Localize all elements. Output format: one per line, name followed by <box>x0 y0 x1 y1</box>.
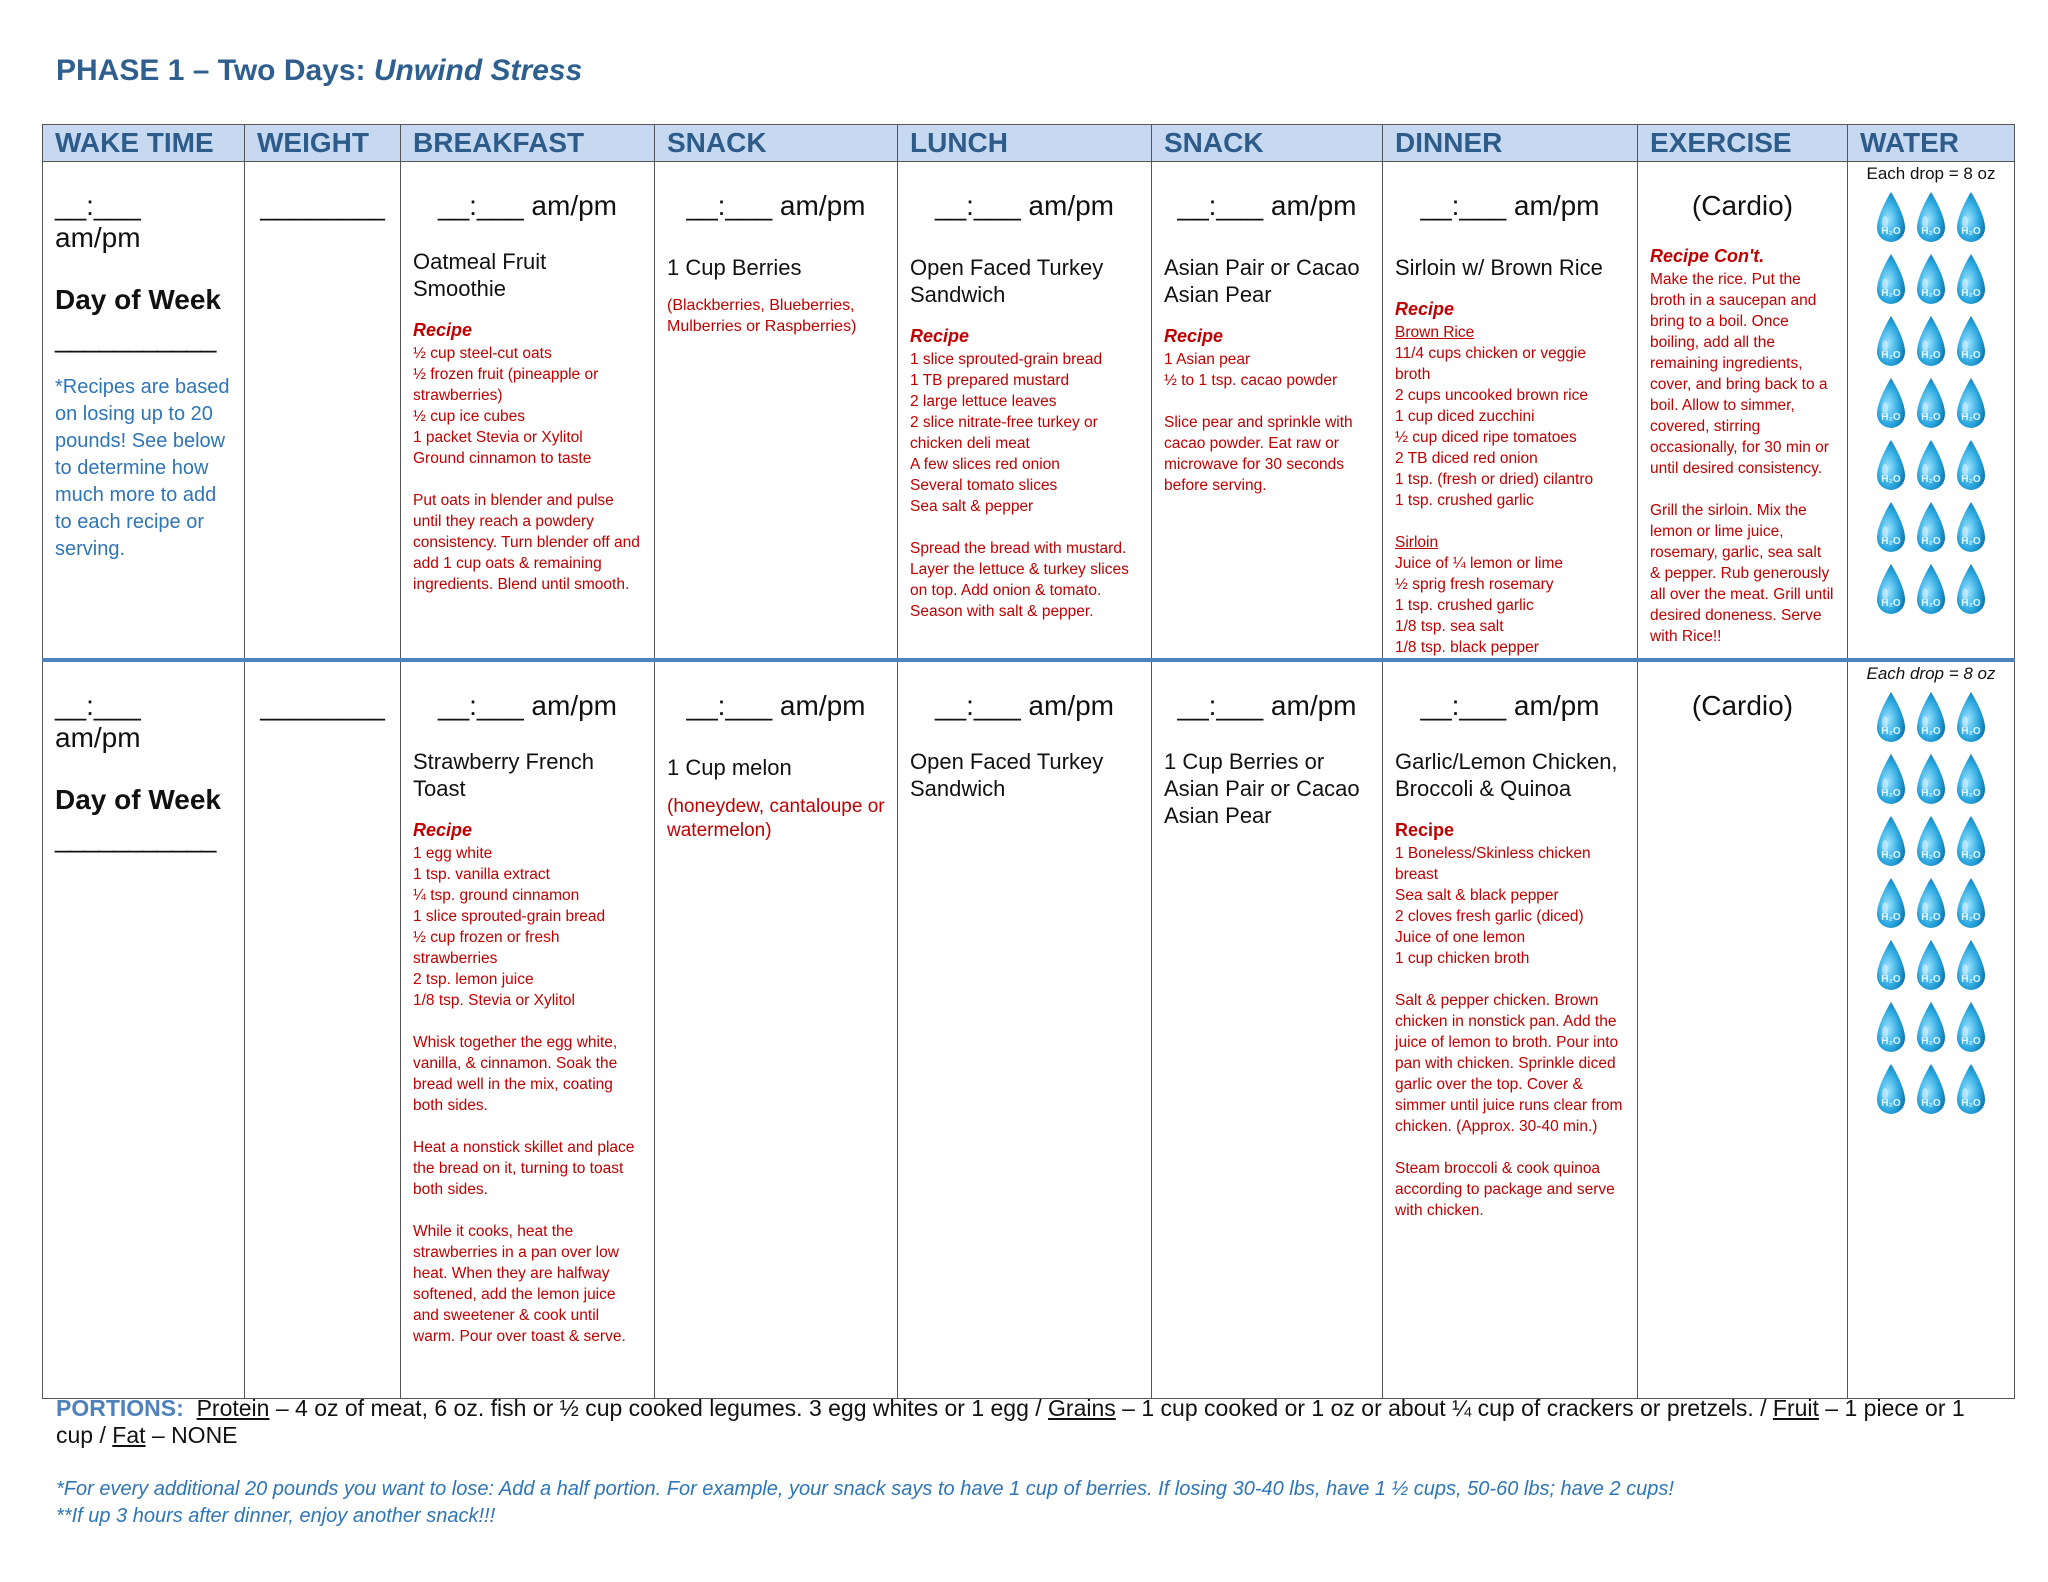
water-drop-icon[interactable] <box>1914 252 1948 310</box>
header-weight: WEIGHT <box>245 125 401 162</box>
header-dinner: DINNER <box>1383 125 1638 162</box>
ingredient-list: ½ cup steel-cut oats ½ frozen fruit (pineapple or strawberries) ½ cup ice cubes 1 packet Stevia or Xylitol Ground cinnamon to taste Put oats in blender and pulse until they reach a powdery consistency. Turn blender off and add 1 cup oats & remaining ingredients. Blend until smooth. <box>413 343 642 595</box>
svg-text:H₂O: H₂O <box>1921 288 1941 299</box>
day2-lunch-cell <box>898 660 1152 1399</box>
meal-name: 1 Cup Berries <box>667 255 802 280</box>
water-drop-icon[interactable] <box>1914 314 1948 372</box>
water-drop-icon[interactable] <box>1874 376 1908 434</box>
page-title: PHASE 1 – Two Days: Unwind Stress <box>56 54 583 87</box>
meal-name: 1 Cup Berries or Asian Pair or Cacao Asian Pear <box>1164 749 1360 828</box>
day-of-week-field[interactable]: ___________ <box>55 822 216 853</box>
snack1-time-field[interactable]: __:___ am/pm <box>686 690 866 721</box>
wake-time-field[interactable]: __:___ am/pm <box>55 190 141 253</box>
water-drop-icon[interactable] <box>1954 938 1988 996</box>
svg-text:H₂O: H₂O <box>1881 536 1901 547</box>
meal-subtitle: (honeydew, cantaloupe or watermelon) <box>667 796 885 841</box>
svg-text:H₂O: H₂O <box>1921 1098 1941 1109</box>
header-wake-time: WAKE TIME <box>43 125 245 162</box>
day2-dinner-cell <box>1383 660 1638 1399</box>
recipe-label: Recipe <box>413 320 473 340</box>
portions-note: PORTIONS: Protein – 4 oz of meat, 6 oz. fish or ½ cup cooked legumes. 3 egg whites or 1 egg / Grains – 1 cup cooked or 1 oz or about ¼ cup of crackers or pretzels. / Fruit – 1 piece or 1 cup / Fat – NONE <box>56 1395 1965 1448</box>
meal-name: Oatmeal Fruit Smoothie <box>413 249 547 301</box>
header-lunch: LUNCH <box>898 125 1152 162</box>
water-drop-icon[interactable] <box>1874 938 1908 996</box>
directions: Slice pear and sprinkle with cacao powder. Eat raw or microwave for 30 seconds before serving. <box>1164 414 1353 494</box>
snack1-time-field[interactable]: __:___ am/pm <box>686 190 866 221</box>
lunch-time-field[interactable]: __:___ am/pm <box>935 690 1114 721</box>
water-drop-icon[interactable] <box>1874 438 1908 496</box>
recipe-cont-label: Recipe Con't. <box>1650 246 1765 266</box>
svg-text:H₂O: H₂O <box>1881 974 1901 985</box>
water-drop-icon[interactable] <box>1954 690 1988 748</box>
water-drop-icon[interactable] <box>1954 252 1988 310</box>
meal-name: Asian Pair or Cacao Asian Pear <box>1164 255 1360 307</box>
wake-time-field[interactable]: __:___ am/pm <box>55 690 141 753</box>
day1-dinner-cell <box>1383 162 1638 661</box>
svg-text:H₂O: H₂O <box>1921 726 1941 737</box>
day2-breakfast-cell <box>401 660 655 1399</box>
svg-text:H₂O: H₂O <box>1881 288 1901 299</box>
svg-text:H₂O: H₂O <box>1961 226 1981 237</box>
svg-text:H₂O: H₂O <box>1961 788 1981 799</box>
header-row <box>43 125 2015 162</box>
water-drop-icon[interactable] <box>1954 500 1988 558</box>
svg-text:H₂O: H₂O <box>1961 412 1981 423</box>
header-water: WATER <box>1848 125 2015 162</box>
svg-text:H₂O: H₂O <box>1881 598 1901 609</box>
day2-wake-cell <box>43 660 245 1399</box>
water-drop-icon[interactable] <box>1954 376 1988 434</box>
water-drop-icon[interactable] <box>1914 438 1948 496</box>
water-drop-icon[interactable] <box>1954 190 1988 248</box>
svg-text:H₂O: H₂O <box>1921 474 1941 485</box>
water-drop-icon[interactable] <box>1874 314 1908 372</box>
portions-protein-label: Protein <box>196 1395 270 1421</box>
day1-snack1-cell <box>655 162 898 661</box>
water-drop-icon[interactable] <box>1954 562 1988 620</box>
drop-note: Each drop = 8 oz <box>1866 664 1996 683</box>
day2-snack1-cell <box>655 660 898 1399</box>
ingredient-list: 1 Boneless/Skinless chicken breast Sea salt & black pepper 2 cloves fresh garlic (diced) Juice of one lemon 1 cup chicken broth Salt & pepper chicken. Brown chicken in nonstick pan. Add the juice of lemon to broth. Pour into pan with chicken. Sprinkle diced garlic over the top. Cover & simmer until juice runs clear from chicken. (Approx. 30-40 min.) Steam broccoli & cook quinoa according to package and serve with chicken. <box>1395 845 1623 1219</box>
directions: Spread the bread with mustard. Layer the lettuce & turkey slices on top. Add onion & tomato. Season with salt & pepper. <box>910 540 1129 620</box>
recipe-label: Recipe <box>1395 299 1455 319</box>
water-drop-icon[interactable] <box>1914 814 1948 872</box>
svg-text:H₂O: H₂O <box>1921 598 1941 609</box>
water-drop-icon[interactable] <box>1914 500 1948 558</box>
water-drop-icon[interactable] <box>1914 1062 1948 1120</box>
water-drop-icon[interactable] <box>1874 252 1908 310</box>
header-exercise: EXERCISE <box>1638 125 1848 162</box>
svg-text:H₂O: H₂O <box>1881 726 1901 737</box>
water-drop-icon[interactable] <box>1914 1000 1948 1058</box>
day-of-week-field[interactable]: ___________ <box>55 322 216 353</box>
svg-text:H₂O: H₂O <box>1961 912 1981 923</box>
svg-text:H₂O: H₂O <box>1881 850 1901 861</box>
day-of-week-label: Day of Week <box>55 284 221 315</box>
day1-lunch-cell <box>898 162 1152 661</box>
ingredient-list: 1 slice sprouted-grain bread 1 TB prepared mustard 2 large lettuce leaves 2 slice nitrate-free turkey or chicken deli meat A few slices red onion Several tomato slices Sea salt & pepper Spread the bread with mustard. Layer the lettuce & turkey slices on top. Add onion & tomato. Season with salt & pepper. <box>910 349 1139 622</box>
day2-weight-cell <box>245 660 401 1399</box>
header-snack-1: SNACK <box>655 125 898 162</box>
weight-field[interactable]: ________ <box>260 690 385 721</box>
svg-text:H₂O: H₂O <box>1881 788 1901 799</box>
weight-field[interactable]: ________ <box>260 190 385 221</box>
svg-text:H₂O: H₂O <box>1881 350 1901 361</box>
recipes-note: *Recipes are based on losing up to 20 pounds! See below to determine how much more to add to each recipe or serving. <box>55 376 230 560</box>
water-drop-icon[interactable] <box>1954 814 1988 872</box>
day1-breakfast-cell <box>401 162 655 661</box>
svg-text:H₂O: H₂O <box>1881 412 1901 423</box>
header-snack-2: SNACK <box>1152 125 1383 162</box>
lunch-time-field[interactable]: __:___ am/pm <box>935 190 1114 221</box>
footnote-late-snack: **If up 3 hours after dinner, enjoy another snack!!! <box>56 1505 496 1527</box>
dinner-time-field[interactable]: __:___ am/pm <box>1420 190 1600 221</box>
water-drop-icon[interactable] <box>1954 752 1988 810</box>
water-drop-icon[interactable] <box>1914 752 1948 810</box>
water-drop-icon[interactable] <box>1874 500 1908 558</box>
day1-exercise-cell <box>1638 162 1848 661</box>
meal-name: Sirloin w/ Brown Rice <box>1395 255 1603 280</box>
day2-snack2-cell <box>1152 660 1383 1399</box>
meal-plan-table <box>42 124 2015 1399</box>
meal-subtitle: (Blackberries, Blueberries, Mulberries or Raspberries) <box>667 297 857 335</box>
svg-text:H₂O: H₂O <box>1881 1098 1901 1109</box>
svg-text:H₂O: H₂O <box>1921 912 1941 923</box>
day1-weight-cell <box>245 162 401 661</box>
svg-text:H₂O: H₂O <box>1961 726 1981 737</box>
ingredient-list: Brown Rice 11/4 cups chicken or veggie broth 2 cups uncooked brown rice 1 cup diced zucchini ½ cup diced ripe tomatoes 2 TB diced red onion 1 tsp. (fresh or dried) cilantro 1 tsp. crushed garlic Sirloin Juice of ¼ lemon or lime ½ sprig fresh rosemary 1 tsp. crushed garlic 1/8 tsp. sea salt 1/8 tsp. black pepper <box>1395 324 1594 656</box>
dinner-time-field[interactable]: __:___ am/pm <box>1420 690 1600 721</box>
drop-note: Each drop = 8 oz <box>1866 164 1996 183</box>
recipe-label: Recipe <box>910 326 970 346</box>
snack2-time-field[interactable]: __:___ am/pm <box>1177 690 1357 721</box>
svg-text:H₂O: H₂O <box>1961 1098 1981 1109</box>
svg-text:H₂O: H₂O <box>1921 226 1941 237</box>
water-drop-icon[interactable] <box>1874 1062 1908 1120</box>
svg-text:H₂O: H₂O <box>1961 598 1981 609</box>
water-drop-icon[interactable] <box>1954 438 1988 496</box>
water-drop-icon[interactable] <box>1874 814 1908 872</box>
recipe-label: Recipe <box>1164 326 1224 346</box>
svg-text:H₂O: H₂O <box>1921 850 1941 861</box>
water-drop-icon[interactable] <box>1914 938 1948 996</box>
day1-snack2-cell <box>1152 162 1383 661</box>
day2-water-cell <box>1848 660 2015 1399</box>
water-drop-icon[interactable] <box>1874 752 1908 810</box>
svg-text:H₂O: H₂O <box>1881 912 1901 923</box>
svg-text:H₂O: H₂O <box>1921 536 1941 547</box>
water-drop-icon[interactable] <box>1954 314 1988 372</box>
recipe-label: Recipe <box>413 820 473 840</box>
cardio-label: (Cardio) <box>1691 690 1794 721</box>
svg-text:H₂O: H₂O <box>1961 850 1981 861</box>
ingredient-list: 1 Asian pear ½ to 1 tsp. cacao powder Slice pear and sprinkle with cacao powder. Eat raw or microwave for 30 seconds before serving. <box>1164 349 1370 496</box>
water-drop-icon[interactable] <box>1954 1062 1988 1120</box>
day1-water-cell <box>1848 162 2015 661</box>
water-drops <box>1852 690 2010 1124</box>
svg-text:H₂O: H₂O <box>1921 974 1941 985</box>
water-drops <box>1852 190 2010 624</box>
water-drop-icon[interactable] <box>1914 690 1948 748</box>
ingredient-list: 1 egg white 1 tsp. vanilla extract ¼ tsp. ground cinnamon 1 slice sprouted-grain bread ½ cup frozen or fresh strawberries 2 tsp. lemon juice 1/8 tsp. Stevia or Xylitol Whisk together the egg white, vanilla, & cinnamon. Soak the bread well in the mix, coating both sides. Heat a nonstick skillet and place the bread on it, turning to toast both sides. While it cooks, heat the strawberries in a pan over low heat. When they are halfway softened, add the lemon juice and sweetener & cook until warm. Pour over toast & serve. <box>413 845 635 1345</box>
meal-name: Garlic/Lemon Chicken, Broccoli & Quinoa <box>1395 749 1618 801</box>
svg-text:H₂O: H₂O <box>1881 474 1901 485</box>
svg-text:H₂O: H₂O <box>1921 1036 1941 1047</box>
water-drop-icon[interactable] <box>1874 876 1908 934</box>
header-breakfast: BREAKFAST <box>401 125 655 162</box>
svg-text:H₂O: H₂O <box>1881 226 1901 237</box>
svg-text:H₂O: H₂O <box>1961 536 1981 547</box>
water-drop-icon[interactable] <box>1914 562 1948 620</box>
snack2-time-field[interactable]: __:___ am/pm <box>1177 190 1357 221</box>
water-drop-icon[interactable] <box>1914 190 1948 248</box>
breakfast-time-field[interactable]: __:___ am/pm <box>438 190 617 221</box>
svg-text:H₂O: H₂O <box>1921 788 1941 799</box>
footnote-additional-pounds: *For every additional 20 pounds you want to lose: Add a half portion. For example, your snack says to have 1 cup of berries. If losing 30-40 lbs, have 1 ½ cups, 50-60 lbs; have 2 cups! <box>56 1478 1674 1500</box>
portions-fat-label: Fat <box>112 1422 146 1448</box>
day-2-row <box>43 660 2015 1399</box>
portions-label: PORTIONS: <box>56 1395 184 1421</box>
water-drop-icon[interactable] <box>1954 1000 1988 1058</box>
recipe-cont-text: Make the rice. Put the broth in a saucepan and bring to a boil. Once boiling, add all the remaining ingredients, cover, and bring back to a boil. Allow to simmer, covered, stirring occasionally, for 30 min or until desired consistency. Grill the sirloin. Mix the lemon or lime juice, rosemary, garlic, sea salt & pepper. Rub generously all over the meat. Grill until desired doneness. Serve with Rice!! <box>1650 271 1834 645</box>
svg-text:H₂O: H₂O <box>1921 350 1941 361</box>
day1-wake-cell <box>43 162 245 661</box>
svg-text:H₂O: H₂O <box>1961 474 1981 485</box>
portions-fruit-label: Fruit <box>1772 1395 1819 1421</box>
svg-text:H₂O: H₂O <box>1961 1036 1981 1047</box>
day2-exercise-cell <box>1638 660 1848 1399</box>
water-drop-icon[interactable] <box>1874 690 1908 748</box>
water-drop-icon[interactable] <box>1914 876 1948 934</box>
meal-name: Open Faced Turkey Sandwich <box>910 749 1104 801</box>
day-1-row <box>43 162 2015 661</box>
portions-grains-label: Grains <box>1048 1395 1116 1421</box>
meal-name: Open Faced Turkey Sandwich <box>910 255 1104 307</box>
day-of-week-label: Day of Week <box>55 784 221 815</box>
svg-text:H₂O: H₂O <box>1961 288 1981 299</box>
recipe-label: Recipe <box>1395 820 1455 840</box>
water-drop-icon[interactable] <box>1914 376 1948 434</box>
svg-text:H₂O: H₂O <box>1961 350 1981 361</box>
meal-name: 1 Cup melon <box>667 755 792 780</box>
water-drop-icon[interactable] <box>1874 1000 1908 1058</box>
water-drop-icon[interactable] <box>1874 562 1908 620</box>
water-drop-icon[interactable] <box>1954 876 1988 934</box>
svg-text:H₂O: H₂O <box>1921 412 1941 423</box>
svg-text:H₂O: H₂O <box>1881 1036 1901 1047</box>
meal-name: Strawberry French Toast <box>413 749 594 801</box>
breakfast-time-field[interactable]: __:___ am/pm <box>438 690 617 721</box>
directions: Put oats in blender and pulse until they reach a powdery consistency. Turn blender off and add 1 cup oats & remaining ingredients. Blend until smooth. <box>413 492 640 593</box>
water-drop-icon[interactable] <box>1874 190 1908 248</box>
cardio-label: (Cardio) <box>1691 190 1794 221</box>
svg-text:H₂O: H₂O <box>1961 974 1981 985</box>
